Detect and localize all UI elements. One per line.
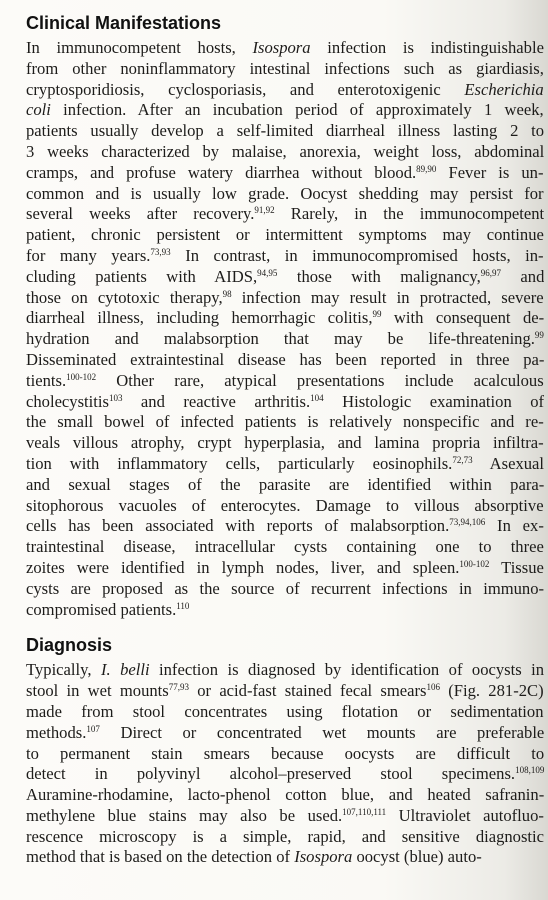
- text-run: Other rare, atypical presentations include acalculous: [96, 370, 544, 390]
- citation-ref: 89,90: [416, 163, 437, 174]
- citation-ref: 106: [426, 682, 440, 693]
- text-line: [26, 142, 544, 163]
- text-line: [26, 537, 544, 558]
- text-run: common and is usually low grade. Oocyst shedding may persist for: [26, 183, 544, 203]
- citation-ref: 100-102: [66, 371, 97, 382]
- text-line: [26, 329, 544, 350]
- text-line: [26, 723, 544, 744]
- citation-ref: 108,109: [515, 765, 544, 776]
- text-run: cramps, and profuse watery diarrhea without blood.: [26, 162, 417, 182]
- text-line: [26, 225, 544, 246]
- citation-ref: 77,93: [168, 682, 189, 693]
- text-run: diarrheal illness, including hemorrhagic colitis,: [26, 308, 373, 328]
- citation-ref: 98: [222, 288, 232, 299]
- diagnosis-paragraph: [26, 660, 544, 868]
- text-run: and reactive arthritis.: [122, 391, 311, 411]
- citation-ref: 94,95: [257, 267, 278, 278]
- text-line: [26, 744, 544, 765]
- text-line: [26, 847, 544, 868]
- text-line: [26, 496, 544, 517]
- text-run: stool in wet mounts: [26, 681, 169, 701]
- text-run: Asexual: [472, 453, 544, 473]
- text-run: rescence microscopy is a simple, rapid, and sensitive diagnostic: [26, 826, 544, 846]
- text-run: cluding patients with AIDS,: [26, 266, 258, 286]
- text-run: Fever is un-: [436, 162, 544, 182]
- text-line: [26, 433, 544, 454]
- text-run: oocyst (blue) auto-: [352, 847, 482, 867]
- text-line: [26, 806, 544, 827]
- text-run: Auramine-rhodamine, lacto-phenol cotton blue, and heated safranin-: [26, 785, 544, 805]
- clinical-manifestations-paragraph: [26, 38, 544, 620]
- text-run: traintestinal disease, intracellular cysts containing one to three: [26, 537, 544, 557]
- text-line: [26, 59, 544, 80]
- text-run: several weeks after recovery.: [26, 204, 255, 224]
- text-run: infection. After an incubation period of approximately 1 week,: [50, 100, 544, 120]
- text-line: [26, 702, 544, 723]
- text-run: and sexual stages of the parasite are identified within para-: [26, 474, 544, 494]
- text-run: veals villous atrophy, crypt hyperplasia, and lamina propria infiltra-: [26, 433, 544, 453]
- citation-ref: 73,93: [150, 246, 171, 257]
- italic-term: Isospora: [294, 847, 353, 867]
- text-line: [26, 475, 544, 496]
- text-line: [26, 121, 544, 142]
- text-run: cholecystitis: [26, 391, 109, 411]
- citation-ref: 104: [310, 392, 324, 403]
- text-line: [26, 764, 544, 785]
- citation-ref: 99: [534, 330, 544, 341]
- text-run: (Fig. 281-2C): [440, 681, 544, 701]
- text-line: [26, 163, 544, 184]
- text-line: [26, 308, 544, 329]
- text-line: [26, 288, 544, 309]
- text-run: from other noninflammatory intestinal infections such as giardiasis,: [26, 58, 544, 78]
- italic-term: Escherichia: [464, 79, 544, 99]
- text-line: [26, 600, 544, 621]
- text-run: In contrast, in immunocompromised hosts, in-: [170, 245, 544, 265]
- text-run: with consequent de-: [381, 308, 544, 328]
- text-run: Disseminated extraintestinal disease has been reported in three pa-: [26, 349, 544, 369]
- text-run: Histologic examination of: [323, 391, 544, 411]
- text-run: tion with inflammatory cells, particularly eosinophils.: [26, 453, 453, 473]
- text-line: [26, 392, 544, 413]
- text-run: Ultraviolet autofluo-: [386, 805, 544, 825]
- text-line: [26, 80, 544, 101]
- text-run: infection is indistinguishable: [310, 38, 544, 57]
- text-run: Rarely, in the immunocompetent: [274, 204, 544, 224]
- text-line: [26, 827, 544, 848]
- text-run: infection is diagnosed by identification of oocysts in: [149, 660, 544, 680]
- text-run: method that is based on the detection of: [26, 847, 295, 867]
- text-line: [26, 350, 544, 371]
- text-line: [26, 579, 544, 600]
- text-run: 3 weeks characterized by malaise, anorexia, weight loss, abdominal: [26, 141, 544, 161]
- text-run: to permanent stain smears because oocysts are difficult to: [26, 743, 544, 763]
- text-run: methylene blue stains may also be used.: [26, 805, 343, 825]
- text-line: [26, 100, 544, 121]
- text-run: infection may result in protracted, severe: [231, 287, 544, 307]
- page-content: [26, 10, 544, 868]
- citation-ref: 107,110,111: [342, 806, 387, 817]
- text-run: or acid-fast stained fecal smears: [189, 681, 427, 701]
- text-line: [26, 660, 544, 681]
- text-line: [26, 184, 544, 205]
- text-run: methods.: [26, 722, 87, 742]
- section-heading-diagnosis: Diagnosis: [26, 635, 113, 656]
- text-run: for many years.: [26, 245, 151, 265]
- text-run: hydration and malabsorption that may be life-threatening.: [26, 329, 535, 349]
- text-run: In ex-: [485, 516, 544, 536]
- citation-ref: 110: [176, 600, 190, 611]
- text-run: cells has been associated with reports of malabsorption.: [26, 516, 450, 536]
- text-run: Typically,: [26, 660, 101, 680]
- text-run: sitophorous vacuoles of enterocytes. Damage to villous absorptive: [26, 495, 544, 515]
- text-line: [26, 246, 544, 267]
- section-heading-clinical-manifestations: Clinical Manifestations: [26, 13, 222, 33]
- text-run: compromised patients.: [26, 599, 177, 619]
- text-run: made from stool concentrates using flotation or sedimentation: [26, 701, 544, 721]
- text-run: detect in polyvinyl alcohol–preserved stool specimens.: [26, 764, 516, 784]
- text-line: [26, 267, 544, 288]
- text-run: the small bowel of infected patients is relatively nonspecific and re-: [26, 412, 544, 432]
- citation-ref: 72,73: [452, 454, 473, 465]
- text-run: those on cytotoxic therapy,: [26, 287, 223, 307]
- text-run: tients.: [26, 370, 67, 390]
- citation-ref: 103: [108, 392, 123, 403]
- text-run: Tissue: [489, 557, 544, 577]
- text-line: [26, 516, 544, 537]
- citation-ref: 73,94,106: [449, 517, 486, 528]
- text-line: [26, 371, 544, 392]
- citation-ref: 96,97: [480, 267, 501, 278]
- italic-term: coli: [26, 100, 51, 120]
- text-line: [26, 558, 544, 579]
- citation-ref: 100-102: [459, 558, 490, 569]
- text-run: zoites were identified in lymph nodes, liver, and spleen.: [26, 557, 460, 577]
- italic-term: Isospora: [252, 38, 311, 57]
- citation-ref: 107: [86, 723, 100, 734]
- citation-ref: 99: [372, 309, 382, 320]
- text-run: patients usually develop a self-limited diarrheal illness lasting 2 to: [26, 121, 544, 141]
- italic-term: I. belli: [100, 660, 150, 680]
- text-run: cryptosporidiosis, cyclosporiasis, and enterotoxigenic: [26, 79, 465, 99]
- citation-ref: 91,92: [254, 205, 275, 216]
- text-line: [26, 454, 544, 475]
- text-line: [26, 38, 544, 59]
- text-line: [26, 681, 544, 702]
- text-run: cysts are proposed as the source of recurrent infections in immuno-: [26, 578, 544, 598]
- text-run: patient, chronic persistent or intermittent symptoms may continue: [26, 225, 544, 245]
- text-run: and: [500, 266, 544, 286]
- text-run: In immunocompetent hosts,: [26, 38, 253, 57]
- text-line: [26, 412, 544, 433]
- text-run: Direct or concentrated wet mounts are preferable: [99, 722, 544, 742]
- text-line: [26, 204, 544, 225]
- text-run: those with malignancy,: [277, 266, 481, 286]
- text-line: [26, 785, 544, 806]
